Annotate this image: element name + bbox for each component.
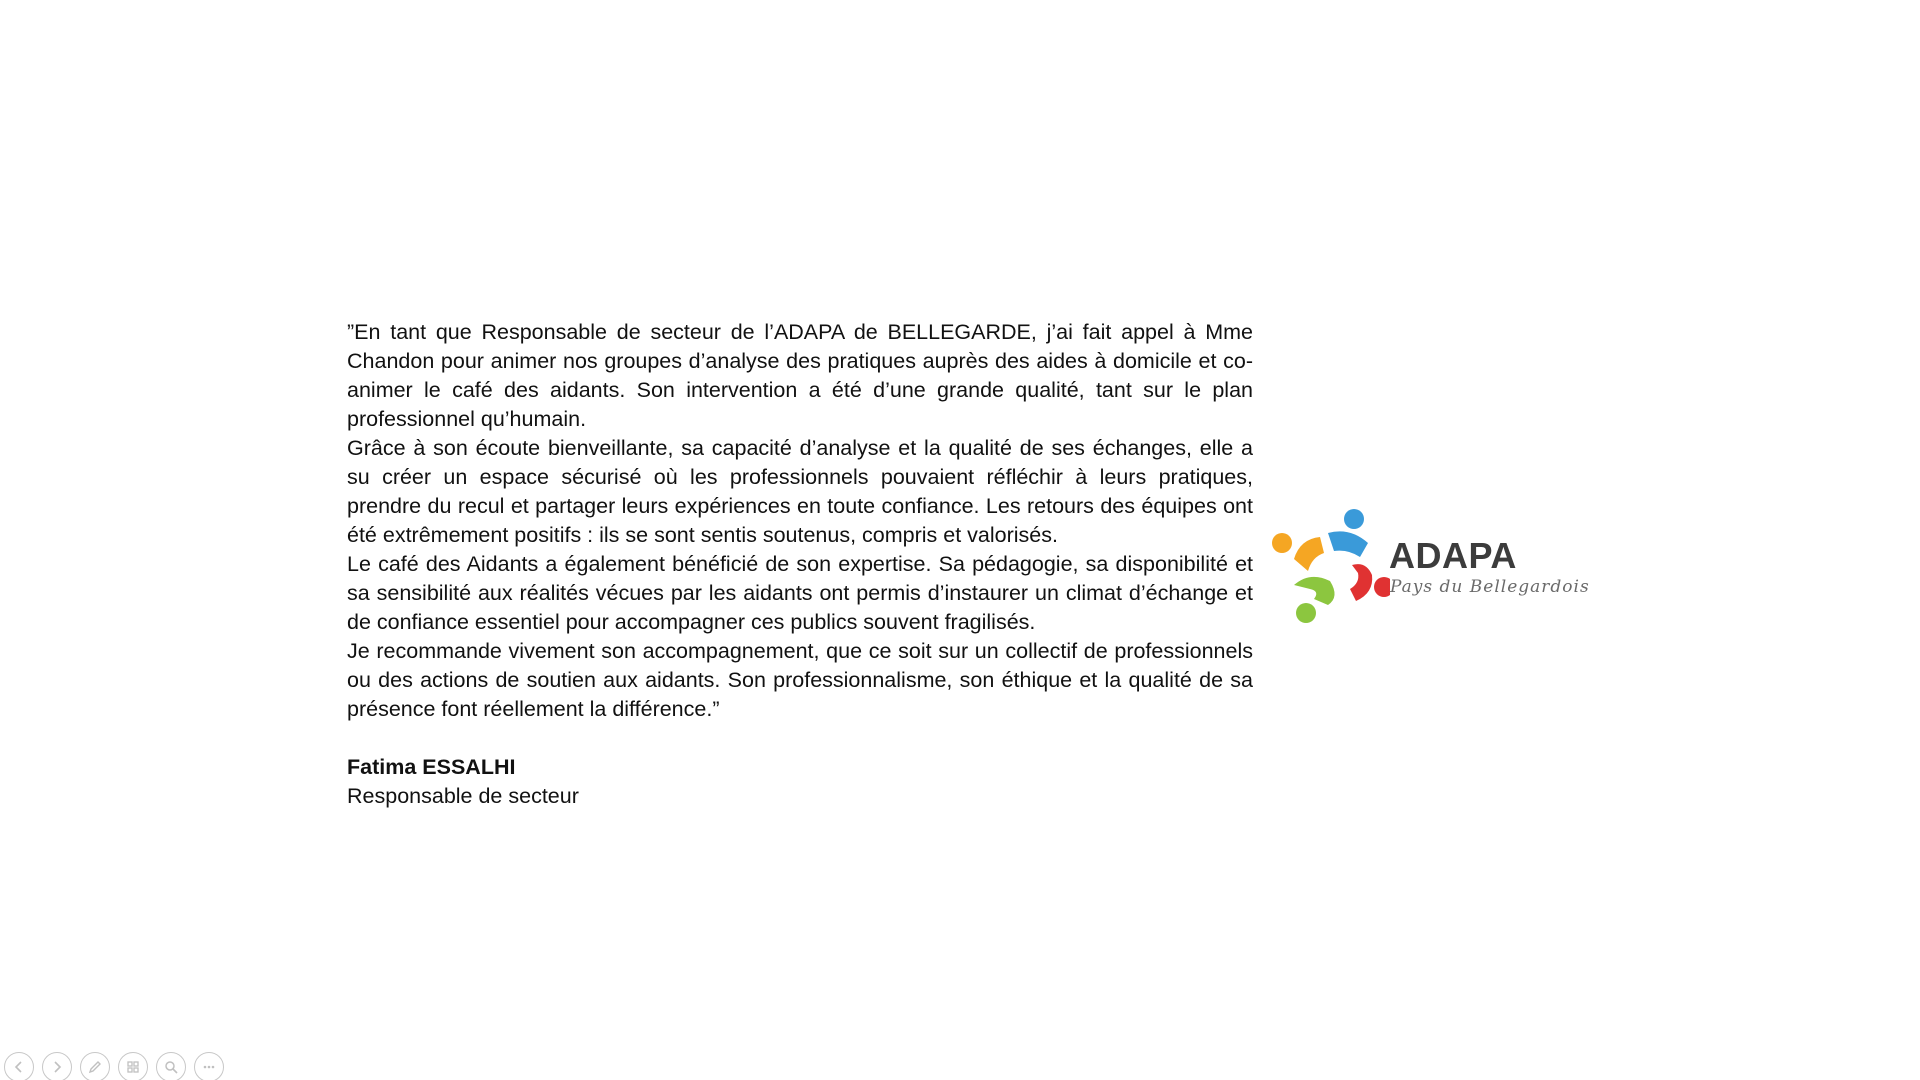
people-circle-icon [1270, 505, 1390, 635]
quote-paragraph-3: Le café des Aidants a également bénéficié de son expertise. Sa pédagogie, sa disponibilité et sa sensibilité aux réalités vécues par les aidants ont permis d’instaurer un climat d’échange et de confiance essentiel pour accompagner ces publics souvent fragilisés. [347, 552, 1253, 634]
previous-slide-button[interactable] [4, 1052, 34, 1080]
zoom-button[interactable] [156, 1052, 186, 1080]
more-options-button[interactable] [194, 1052, 224, 1080]
next-slide-button[interactable] [42, 1052, 72, 1080]
signature-name: Fatima ESSALHI [347, 755, 516, 779]
logo-title: ADAPA [1389, 535, 1517, 576]
slides-grid-icon [125, 1059, 141, 1075]
adapa-logo [1270, 505, 1610, 635]
logo-subtitle: Pays du Bellegardois [1390, 577, 1590, 597]
pen-icon [87, 1059, 103, 1075]
spacer [347, 724, 1253, 753]
quote-paragraph-2: Grâce à son écoute bienveillante, sa capacité d’analyse et la qualité de ses échanges, elle a su créer un espace sécurisé où les professionnels pouvaient réfléchir à leurs pratiques, prendre du recul et partager leurs expériences en toute confiance. Les retours des équipes ont été extrêmement positifs : ils se sont sentis soutenus, compris et valorisés. [347, 436, 1253, 547]
signature-role: Responsable de secteur [347, 784, 579, 808]
next-arrow-icon [49, 1059, 65, 1075]
quote-paragraph-1: ”En tant que Responsable de secteur de l’ADAPA de BELLEGARDE, j’ai fait appel à Mme Chandon pour animer nos groupes d’analyse des pratiques auprès des aides à domicile et co-animer le café des aidants. Son intervention a été d’une grande qualité, tant sur le plan professionnel qu’humain. [347, 320, 1253, 431]
pen-button[interactable] [80, 1052, 110, 1080]
quote-paragraph-4: Je recommande vivement son accompagnement, que ce soit sur un collectif de professionnels ou des actions de soutien aux aidants. Son professionnalisme, son éthique et la qualité de sa présence font réellement la différence.” [347, 639, 1253, 721]
see-all-slides-button[interactable] [118, 1052, 148, 1080]
testimonial-quote [347, 318, 1253, 811]
previous-arrow-icon [11, 1059, 27, 1075]
zoom-icon [163, 1059, 179, 1075]
slideshow-toolbar [4, 1052, 224, 1080]
more-options-icon [201, 1059, 217, 1075]
